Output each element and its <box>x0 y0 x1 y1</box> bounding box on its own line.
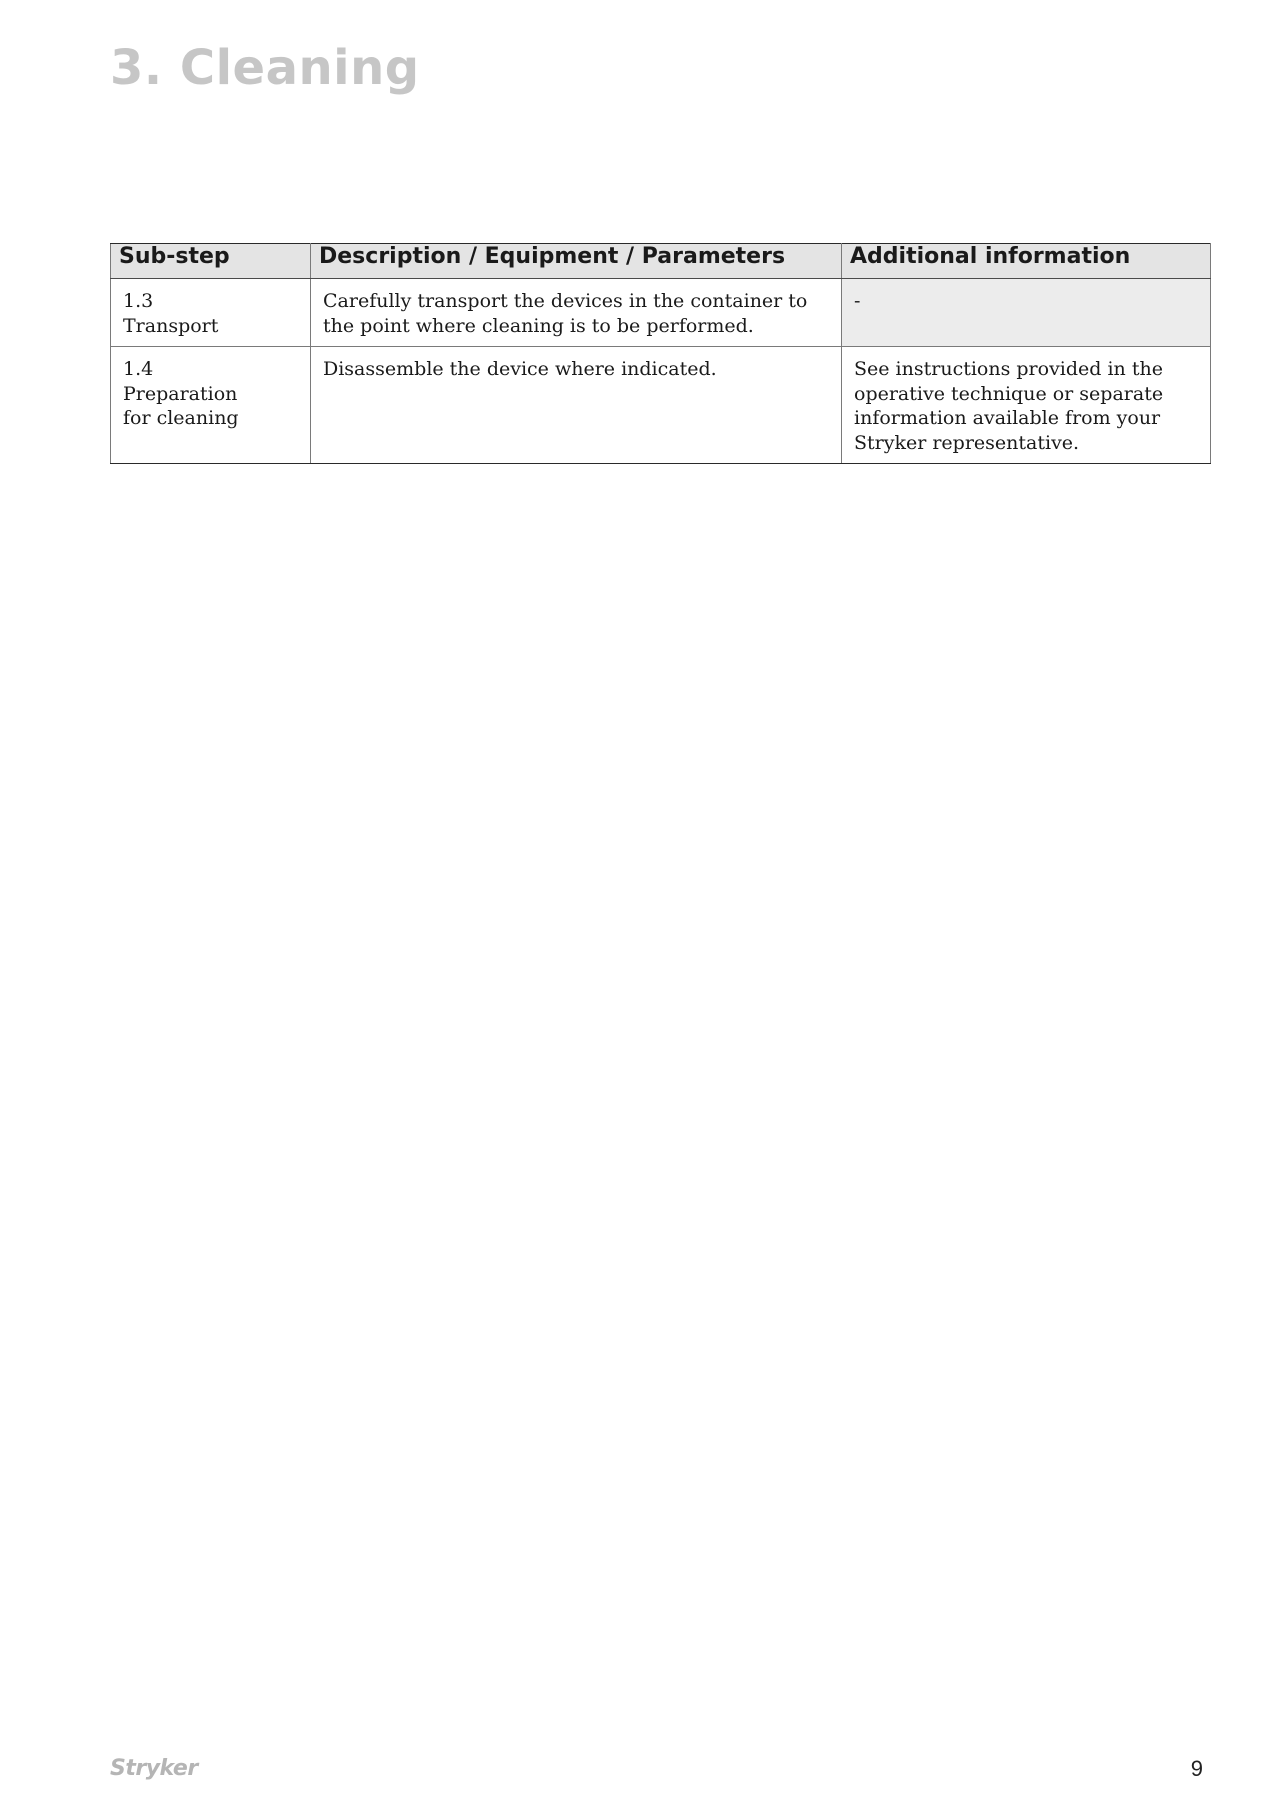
substep-cell <box>111 347 311 464</box>
substep-cell <box>111 279 311 347</box>
header-description: Description / Equipment / Parameters <box>311 244 842 279</box>
page-number: 9 <box>1190 1756 1203 1781</box>
substep-number: 1.4 <box>123 358 154 380</box>
additional-information-line: operative technique or separate <box>854 382 1164 405</box>
footer-brand-logo: Stryker <box>110 1756 198 1781</box>
additional-information-cell <box>842 347 1211 464</box>
substep-name: Preparation <box>123 382 238 405</box>
description-cell <box>311 347 842 464</box>
additional-information-line: Stryker representative. <box>854 431 1080 454</box>
substep-number: 1.3 <box>123 290 154 312</box>
header-additional-information: Additional information <box>842 244 1211 279</box>
additional-information-cell <box>842 279 1211 347</box>
additional-information-line: See instructions provided in the <box>854 358 1163 380</box>
description-line: Disassemble the device where indicated. <box>323 358 717 380</box>
description-line: the point where cleaning is to be performed. <box>323 314 754 337</box>
substep-name: Transport <box>123 314 219 337</box>
section-title: 3. Cleaning <box>110 40 420 96</box>
description-cell <box>311 279 842 347</box>
table-row-transport <box>111 279 1211 347</box>
additional-information-line: - <box>854 290 861 312</box>
table-row-preparation <box>111 347 1211 464</box>
table-header-row <box>111 244 1211 279</box>
additional-information-line: information available from your <box>854 407 1161 429</box>
header-substep: Sub-step <box>111 244 311 279</box>
description-line: Carefully transport the devices in the container to <box>323 290 808 312</box>
substep-name: for cleaning <box>123 407 239 429</box>
cleaning-steps-table <box>110 243 1211 464</box>
